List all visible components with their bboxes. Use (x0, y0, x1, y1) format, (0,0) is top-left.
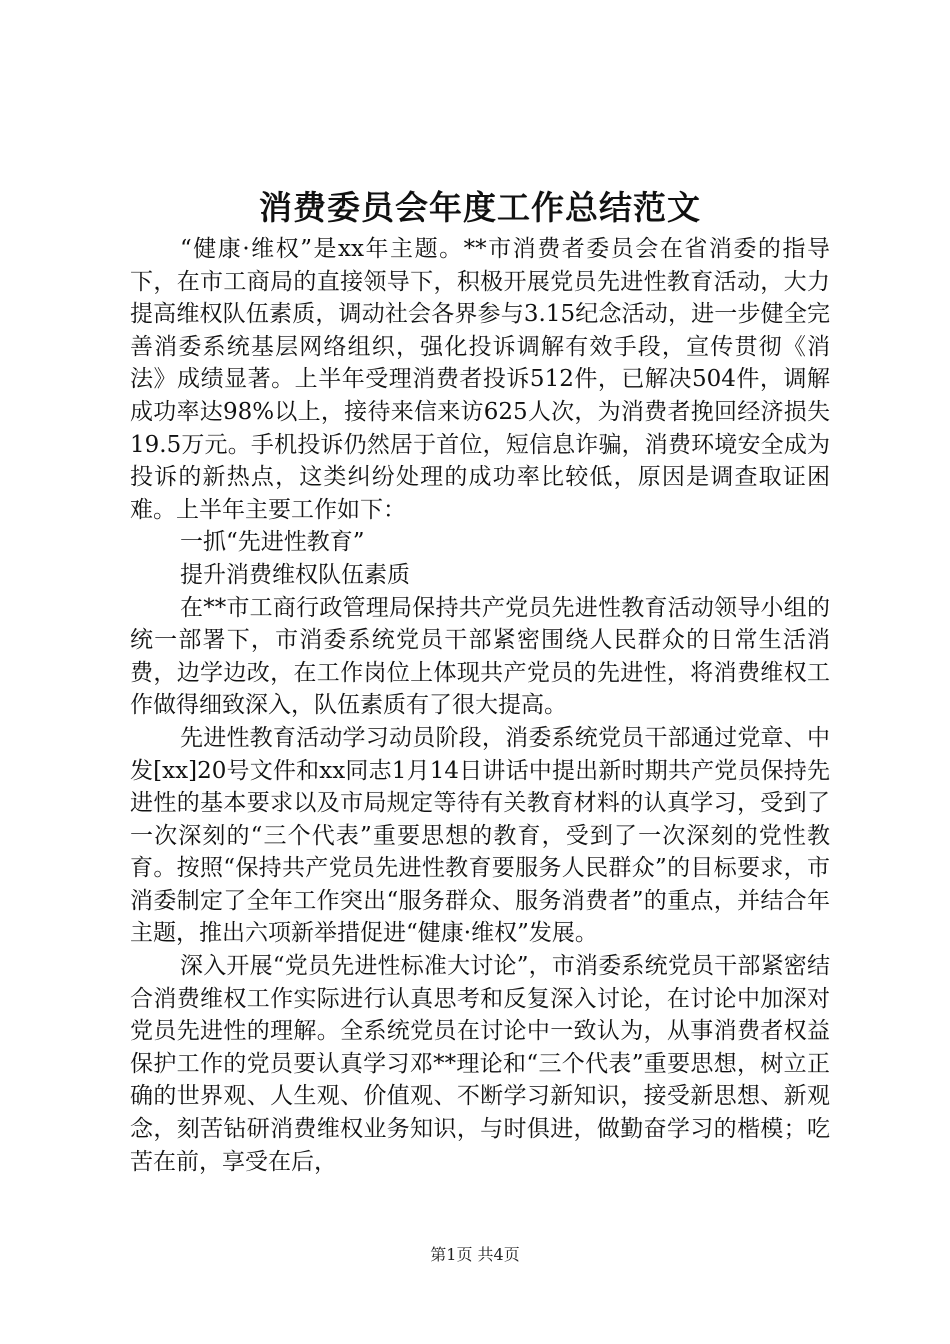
page-footer: 第1页 共4页 (430, 1245, 520, 1264)
section-heading-1: 一抓“先进性教育” (180, 529, 365, 556)
document-title: 消费委员会年度工作总结范文 (259, 188, 701, 227)
paragraph-2: 在**市工商行政管理局保持共产党员先进性教育活动领导小组的统一部署下，市消委系统党员干部紧密围绕人民群众的日常生活消费，边学边改，在工作岗位上体现共产党员的先进性，将消费维权工作做得细致深入，队伍素质有了很大提高。 (130, 594, 830, 719)
paragraph-3: 先进性教育活动学习动员阶段，消委系统党员干部通过党章、中发[xx]20号文件和xx同志1月14日讲话中提出新时期共产党员保持先进性的基本要求以及市局规定等待有关教育材料的认真学习，受到了一次深刻的“三个代表”重要思想的教育，受到了一次深刻的党性教育。按照“保持共产党员先进性教育要服务人民群众”的目标要求，市消委制定了全年工作突出“服务群众、服务消费者”的重点，并结合年主题，推出六项新举措促进“健康·维权”发展。 (130, 724, 830, 947)
document-page (130, 185, 830, 1178)
paragraph-intro: “健康·维权”是xx年主题。**市消费者委员会在省消委的指导下，在市工商局的直接领导下，积极开展党员先进性教育活动，大力提高维权队伍素质，调动社会各界参与3.15纪念活动，进一步健全完善消委系统基层网络组织，强化投诉调解有效手段，宣传贯彻《消法》成绩显著。上半年受理消费者投诉512件，已解决504件，调解成功率达98%以上，接待来信来访625人次，为消费者挽回经济损失19.5万元。手机投诉仍然居于首位，短信息诈骗，消费环境安全成为投诉的新热点，这类纠纷处理的成功率比较低，原因是调查取证困难。上半年主要工作如下： (130, 236, 830, 523)
paragraph-4: 深入开展“党员先进性标准大讨论”，市消委系统党员干部紧密结合消费维权工作实际进行认真思考和反复深入讨论，在讨论中加深对党员先进性的理解。全系统党员在讨论中一致认为，从事消费者权益保护工作的党员要认真学习邓**理论和“三个代表”重要思想，树立正确的世界观、人生观、价值观、不断学习新知识，接受新思想、新观念，刻苦钻研消费维权业务知识，与时俱进，做勤奋学习的楷模；吃苦在前，享受在后， (130, 953, 830, 1175)
section-heading-2: 提升消费维权队伍素质 (180, 561, 410, 588)
